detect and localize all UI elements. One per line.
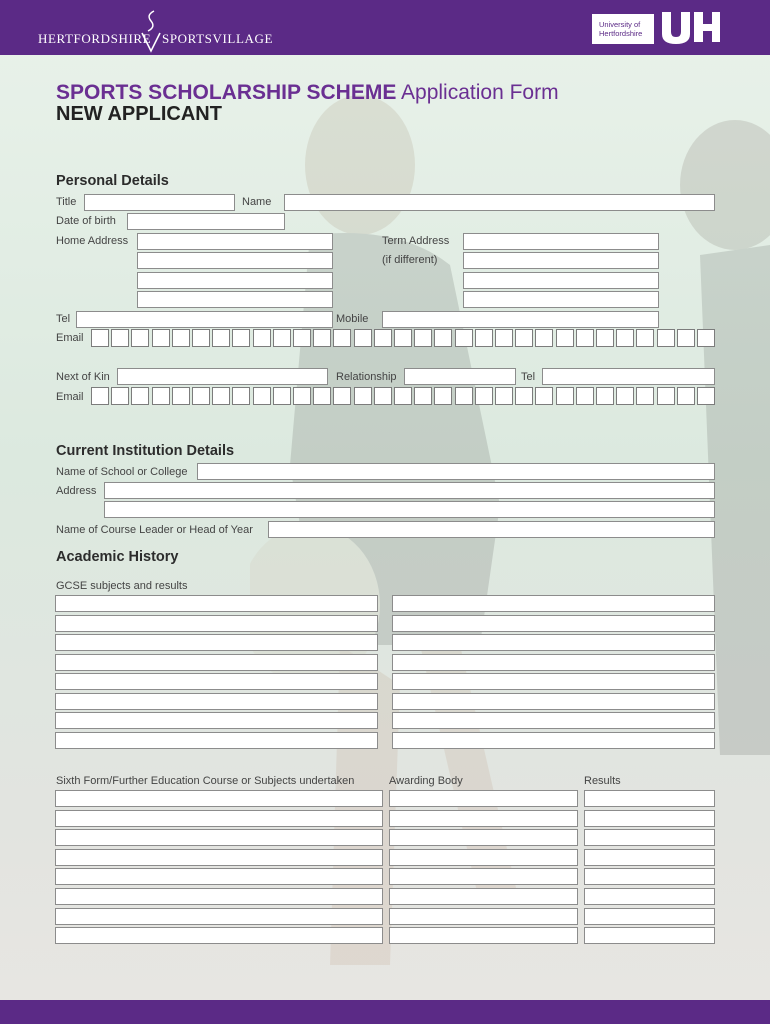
kin-email-char-box[interactable] bbox=[616, 387, 634, 405]
next-of-kin-label: Next of Kin bbox=[56, 371, 110, 383]
kin-tel-field[interactable] bbox=[542, 368, 715, 385]
sixth-form-course-field[interactable] bbox=[55, 927, 383, 944]
kin-tel-label: Tel bbox=[521, 371, 536, 383]
email-char-box[interactable] bbox=[253, 329, 271, 347]
kin-email-char-box[interactable] bbox=[657, 387, 675, 405]
kin-email-char-box[interactable] bbox=[515, 387, 533, 405]
email-char-box[interactable] bbox=[313, 329, 331, 347]
results-field[interactable] bbox=[584, 888, 715, 905]
term-address-line1[interactable] bbox=[463, 233, 659, 250]
email-char-box[interactable] bbox=[232, 329, 250, 347]
results-field[interactable] bbox=[584, 868, 715, 885]
brand-right: SPORTSVILLAGE bbox=[162, 31, 274, 46]
title-label: Title bbox=[56, 196, 77, 208]
kin-email-char-box[interactable] bbox=[475, 387, 493, 405]
awarding-body-field[interactable] bbox=[389, 888, 578, 905]
form-title-main: SPORTS SCHOLARSHIP SCHEME bbox=[56, 81, 397, 104]
email-char-box[interactable] bbox=[455, 329, 473, 347]
email-char-box[interactable] bbox=[495, 329, 513, 347]
form-subtitle: NEW APPLICANT bbox=[56, 103, 222, 125]
sixth-form-course-field[interactable] bbox=[55, 829, 383, 846]
school-field[interactable] bbox=[197, 463, 715, 480]
kin-email-char-box[interactable] bbox=[111, 387, 129, 405]
email-char-box[interactable] bbox=[576, 329, 594, 347]
email-char-box[interactable] bbox=[515, 329, 533, 347]
results-field[interactable] bbox=[584, 829, 715, 846]
kin-email-char-box[interactable] bbox=[677, 387, 695, 405]
mobile-field[interactable] bbox=[382, 311, 659, 328]
kin-email-char-box[interactable] bbox=[131, 387, 149, 405]
kin-email-char-box[interactable] bbox=[253, 387, 271, 405]
email-char-box[interactable] bbox=[91, 329, 109, 347]
gcse-subject-field[interactable] bbox=[55, 673, 378, 690]
gcse-subject-field[interactable] bbox=[55, 634, 378, 651]
sixth-form-course-field[interactable] bbox=[55, 810, 383, 827]
email-char-box[interactable] bbox=[475, 329, 493, 347]
sixth-form-course-field[interactable] bbox=[55, 868, 383, 885]
kin-email-char-box[interactable] bbox=[354, 387, 372, 405]
term-address-label: Term Address bbox=[382, 235, 450, 247]
email-char-box[interactable] bbox=[131, 329, 149, 347]
gcse-result-field[interactable] bbox=[392, 615, 715, 632]
gcse-subject-field[interactable] bbox=[55, 615, 378, 632]
kin-email-char-box[interactable] bbox=[333, 387, 351, 405]
awarding-body-field[interactable] bbox=[389, 790, 578, 807]
gcse-subject-field[interactable] bbox=[55, 654, 378, 671]
next-of-kin-field[interactable] bbox=[117, 368, 328, 385]
term-address-line2[interactable] bbox=[463, 252, 659, 269]
gcse-result-field[interactable] bbox=[392, 654, 715, 671]
kin-email-char-box[interactable] bbox=[455, 387, 473, 405]
kin-email-char-box[interactable] bbox=[91, 387, 109, 405]
kin-email-char-box[interactable] bbox=[394, 387, 412, 405]
tel-field[interactable] bbox=[76, 311, 333, 328]
gcse-result-field[interactable] bbox=[392, 712, 715, 729]
home-address-line1[interactable] bbox=[137, 233, 333, 250]
kin-email-char-box[interactable] bbox=[172, 387, 190, 405]
institution-address-line2[interactable] bbox=[104, 501, 715, 518]
kin-email-char-box[interactable] bbox=[576, 387, 594, 405]
kin-email-char-box[interactable] bbox=[313, 387, 331, 405]
email-char-box[interactable] bbox=[636, 329, 654, 347]
form-title bbox=[56, 81, 559, 105]
kin-email-char-box[interactable] bbox=[495, 387, 513, 405]
term-address-line4[interactable] bbox=[463, 291, 659, 308]
home-address-line4[interactable] bbox=[137, 291, 333, 308]
kin-email-char-box[interactable] bbox=[273, 387, 291, 405]
kin-email-char-box[interactable] bbox=[535, 387, 553, 405]
name-field[interactable] bbox=[284, 194, 715, 211]
sixth-form-course-field[interactable] bbox=[55, 888, 383, 905]
kin-email-char-box[interactable] bbox=[596, 387, 614, 405]
kin-email-label: Email bbox=[56, 391, 84, 403]
gcse-subject-field[interactable] bbox=[55, 712, 378, 729]
gcse-subject-field[interactable] bbox=[55, 693, 378, 710]
form-title-suffix: Application Form bbox=[401, 81, 559, 104]
email-char-box[interactable] bbox=[556, 329, 574, 347]
email-char-box[interactable] bbox=[293, 329, 311, 347]
title-field[interactable] bbox=[84, 194, 235, 211]
awarding-body-field[interactable] bbox=[389, 849, 578, 866]
email-char-box[interactable] bbox=[212, 329, 230, 347]
email-char-box[interactable] bbox=[697, 329, 715, 347]
tel-label: Tel bbox=[56, 313, 71, 325]
results-field[interactable] bbox=[584, 908, 715, 925]
email-char-box[interactable] bbox=[434, 329, 452, 347]
gcse-result-field[interactable] bbox=[392, 732, 715, 749]
gcse-subject-field[interactable] bbox=[55, 732, 378, 749]
kin-email-char-box[interactable] bbox=[152, 387, 170, 405]
email-char-box[interactable] bbox=[616, 329, 634, 347]
awarding-body-field[interactable] bbox=[389, 927, 578, 944]
uh-monogram-icon bbox=[660, 8, 720, 46]
relationship-field[interactable] bbox=[404, 368, 516, 385]
university-logo bbox=[592, 14, 654, 44]
home-address-line3[interactable] bbox=[137, 272, 333, 289]
email-char-box[interactable] bbox=[596, 329, 614, 347]
email-char-box[interactable] bbox=[677, 329, 695, 347]
header-bar bbox=[0, 0, 770, 55]
institution-address-line1[interactable] bbox=[104, 482, 715, 499]
email-char-box[interactable] bbox=[172, 329, 190, 347]
term-address-line3[interactable] bbox=[463, 272, 659, 289]
gcse-result-field[interactable] bbox=[392, 673, 715, 690]
kin-email-char-box[interactable] bbox=[556, 387, 574, 405]
email-char-box[interactable] bbox=[374, 329, 392, 347]
kin-email-char-box[interactable] bbox=[212, 387, 230, 405]
kin-email-char-box[interactable] bbox=[374, 387, 392, 405]
results-field[interactable] bbox=[584, 849, 715, 866]
results-field[interactable] bbox=[584, 927, 715, 944]
awarding-body-label: Awarding Body bbox=[389, 775, 463, 787]
awarding-body-field[interactable] bbox=[389, 868, 578, 885]
gcse-result-field[interactable] bbox=[392, 595, 715, 612]
school-label: Name of School or College bbox=[56, 466, 188, 478]
email-char-box[interactable] bbox=[273, 329, 291, 347]
address-label: Address bbox=[56, 485, 97, 497]
course-leader-field[interactable] bbox=[268, 521, 715, 538]
sixth-form-label: Sixth Form/Further Education Course or Subjects undertaken bbox=[56, 775, 355, 787]
academic-heading: Academic History bbox=[56, 549, 179, 565]
kin-email-char-box[interactable] bbox=[293, 387, 311, 405]
email-char-box[interactable] bbox=[192, 329, 210, 347]
kin-email-char-box[interactable] bbox=[414, 387, 432, 405]
relationship-label: Relationship bbox=[336, 371, 397, 383]
kin-email-char-box[interactable] bbox=[232, 387, 250, 405]
kin-email-char-box[interactable] bbox=[434, 387, 452, 405]
institution-heading: Current Institution Details bbox=[56, 443, 235, 459]
results-label: Results bbox=[584, 775, 621, 787]
sixth-form-course-field[interactable] bbox=[55, 849, 383, 866]
results-field[interactable] bbox=[584, 790, 715, 807]
sportsvillage-logo-icon bbox=[140, 9, 162, 53]
gcse-result-field[interactable] bbox=[392, 693, 715, 710]
gcse-label: GCSE subjects and results bbox=[56, 580, 188, 592]
email-char-box[interactable] bbox=[152, 329, 170, 347]
footer-bar bbox=[0, 1000, 770, 1024]
email-label: Email bbox=[56, 332, 84, 344]
gcse-result-field[interactable] bbox=[392, 634, 715, 651]
university-line1: University of bbox=[599, 20, 641, 29]
kin-email-char-box[interactable] bbox=[636, 387, 654, 405]
email-char-box[interactable] bbox=[111, 329, 129, 347]
sixth-form-course-field[interactable] bbox=[55, 790, 383, 807]
if-different-note: (if different) bbox=[382, 254, 438, 266]
home-address-line2[interactable] bbox=[137, 252, 333, 269]
course-leader-label: Name of Course Leader or Head of Year bbox=[56, 524, 253, 536]
email-char-box[interactable] bbox=[394, 329, 412, 347]
kin-email-char-box[interactable] bbox=[192, 387, 210, 405]
awarding-body-field[interactable] bbox=[389, 908, 578, 925]
dob-label: Date of birth bbox=[56, 215, 116, 227]
home-address-label: Home Address bbox=[56, 235, 129, 247]
email-char-box[interactable] bbox=[535, 329, 553, 347]
email-char-box[interactable] bbox=[414, 329, 432, 347]
kin-email-char-box[interactable] bbox=[697, 387, 715, 405]
brand-left: HERTFORDSHIRE bbox=[38, 31, 152, 46]
university-line2: Hertfordshire bbox=[599, 29, 643, 38]
name-label: Name bbox=[242, 196, 272, 208]
sixth-form-course-field[interactable] bbox=[55, 908, 383, 925]
personal-details-heading: Personal Details bbox=[56, 173, 169, 189]
awarding-body-field[interactable] bbox=[389, 810, 578, 827]
email-char-box[interactable] bbox=[333, 329, 351, 347]
awarding-body-field[interactable] bbox=[389, 829, 578, 846]
dob-field[interactable] bbox=[127, 213, 285, 230]
email-char-box[interactable] bbox=[657, 329, 675, 347]
mobile-label: Mobile bbox=[336, 313, 369, 325]
gcse-subject-field[interactable] bbox=[55, 595, 378, 612]
email-char-box[interactable] bbox=[354, 329, 372, 347]
results-field[interactable] bbox=[584, 810, 715, 827]
